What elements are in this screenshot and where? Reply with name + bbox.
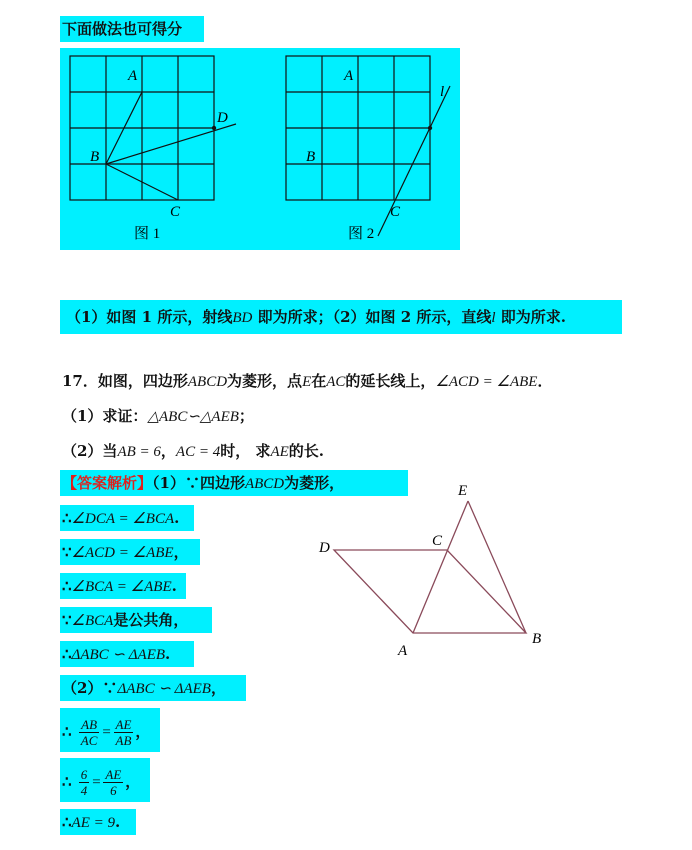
fig2-label-c: C	[390, 204, 401, 220]
fig2-label-l: l	[440, 84, 445, 100]
fig1-label-b: B	[90, 149, 100, 165]
step4: ∵∠BCA是公共角，	[62, 611, 189, 629]
step8: ∴ $\frac{6}{4}$ = $\frac{AE}{6}$ ，	[62, 767, 141, 798]
fig2-line-l	[378, 86, 450, 236]
fig1-label-a: A	[128, 68, 138, 84]
solution-tag: 【答案解析】	[62, 474, 153, 492]
step3: ∴∠BCA = ∠ABE.	[62, 577, 177, 595]
solution-head: 【答案解析】（1）∵四边形ABCD为菱形，	[62, 474, 345, 492]
step1: ∴∠DCA = ∠BCA.	[62, 509, 180, 527]
fig2-label-a: A	[344, 68, 354, 84]
fig3-label-b: B	[532, 631, 542, 647]
fig1-label-c: C	[170, 204, 181, 220]
step5: ∴ΔABC ∽ ΔAEB.	[62, 645, 171, 663]
answer16-line: （1）如图 1 所示，射线BD 即为所求；（2）如图 2 所示，直线l 即为所求.	[66, 308, 567, 326]
grid-1	[70, 56, 214, 200]
segment-eb	[468, 501, 526, 633]
rhombus-figure	[310, 475, 560, 665]
q17-part1: （1）求证：△ABC∽△AEB；	[62, 407, 254, 425]
fig2-label-b: B	[306, 149, 316, 165]
grid-2	[286, 56, 430, 200]
fig3-label-e: E	[458, 483, 468, 499]
fig1-point-d	[212, 126, 216, 130]
step6: （2）∵ΔABC ∽ ΔAEB，	[62, 679, 226, 697]
fig2-point	[428, 126, 432, 130]
fig1-caption: 图 1	[134, 226, 161, 242]
grid-figures	[60, 48, 460, 250]
step2: ∵∠ACD = ∠ABE，	[62, 543, 189, 561]
header-note: 下面做法也可得分	[62, 20, 183, 38]
step7: ∴ $\frac{AB}{AC}$ = $\frac{AE}{AB}$ ，	[62, 717, 151, 748]
q17-title: 17．如图，四边形ABCD为菱形，点E在AC的延长线上，∠ACD = ∠ABE．	[62, 372, 553, 390]
fig1-label-d: D	[217, 110, 228, 126]
step9: ∴AE = 9.	[62, 813, 121, 831]
fig2-caption: 图 2	[348, 226, 375, 242]
q17-part2: （2）当AB = 6，AC = 4时， 求AE的长.	[62, 442, 324, 460]
fig3-label-d: D	[319, 540, 330, 556]
fig3-label-c: C	[432, 533, 443, 549]
segment-ae	[413, 501, 468, 633]
fig3-label-a: A	[398, 643, 408, 659]
fig1-rays	[106, 92, 236, 200]
